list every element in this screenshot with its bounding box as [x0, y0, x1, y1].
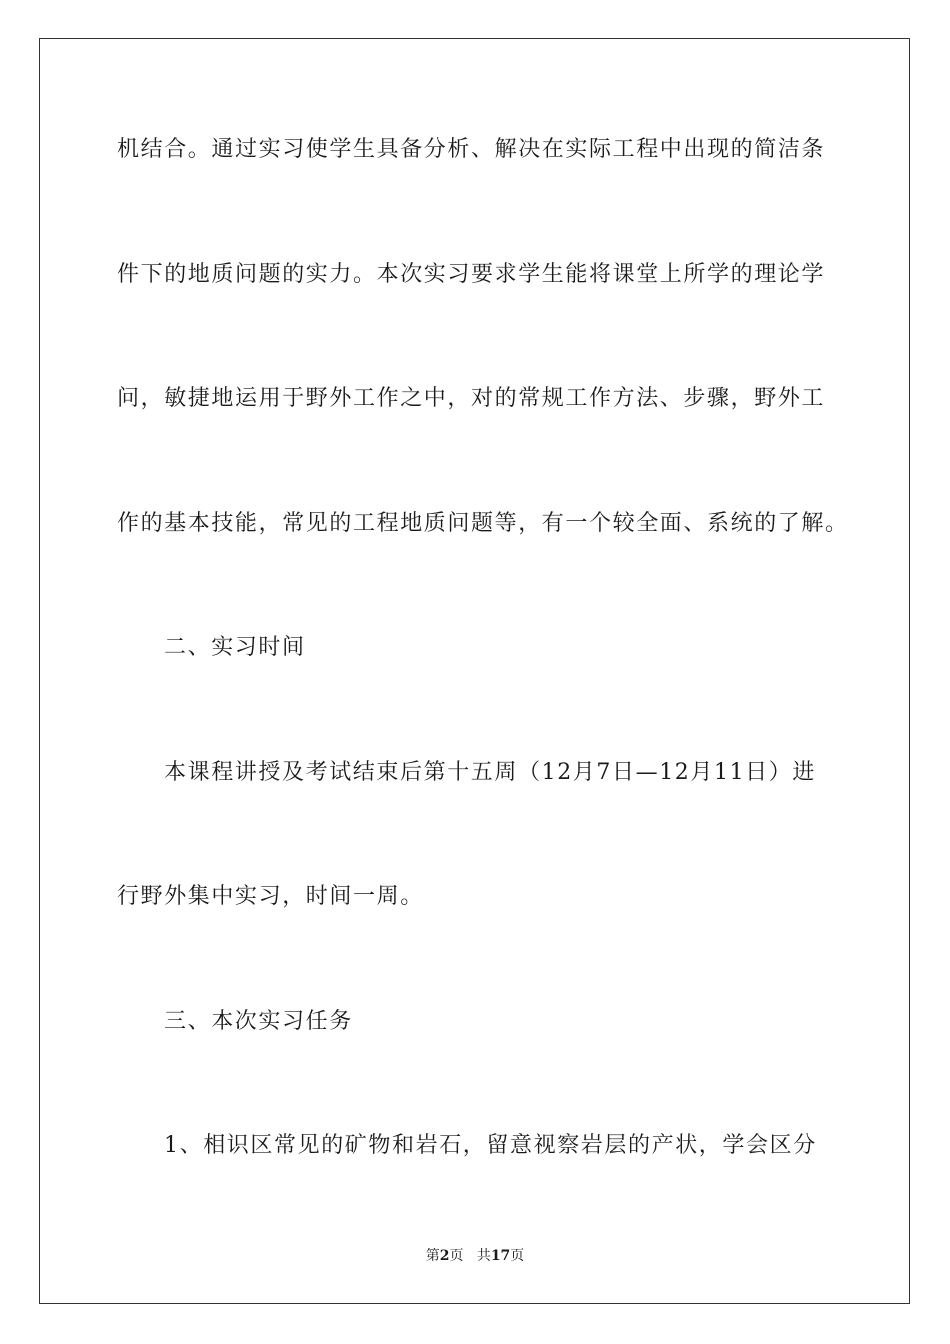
total-pages: 17 [490, 1248, 511, 1264]
page-border [39, 38, 910, 1304]
page-footer [0, 1246, 950, 1266]
section-heading-time: 二、实习时间 [164, 635, 306, 660]
section-heading-tasks: 三、本次实习任务 [164, 1009, 353, 1034]
total-prefix: 共 [476, 1248, 491, 1264]
body-line-9: 1、相识区常见的矿物和岩石，留意视察岩层的产状，学会区分 [164, 1133, 817, 1158]
body-line-2: 件下的地质问题的实力。本次实习要求学生能将课堂上所学的理论学 [117, 262, 826, 287]
page-suffix: 页 [449, 1248, 464, 1264]
page-number: 2 [439, 1248, 450, 1264]
body-line-6: 本课程讲授及考试结束后第十五周（12月7日—12月11日）进 [164, 760, 816, 785]
page-prefix: 第 [425, 1248, 440, 1264]
body-line-1: 机结合。通过实习使学生具备分析、解决在实际工程中出现的简洁条 [117, 137, 826, 162]
body-line-3: 问，敏捷地运用于野外工作之中，对的常规工作方法、步骤，野外工 [117, 386, 826, 411]
body-line-7: 行野外集中实习，时间一周。 [117, 884, 424, 909]
body-line-4: 作的基本技能，常见的工程地质问题等，有一个较全面、系统的了解。 [117, 511, 849, 536]
total-suffix: 页 [510, 1248, 525, 1264]
